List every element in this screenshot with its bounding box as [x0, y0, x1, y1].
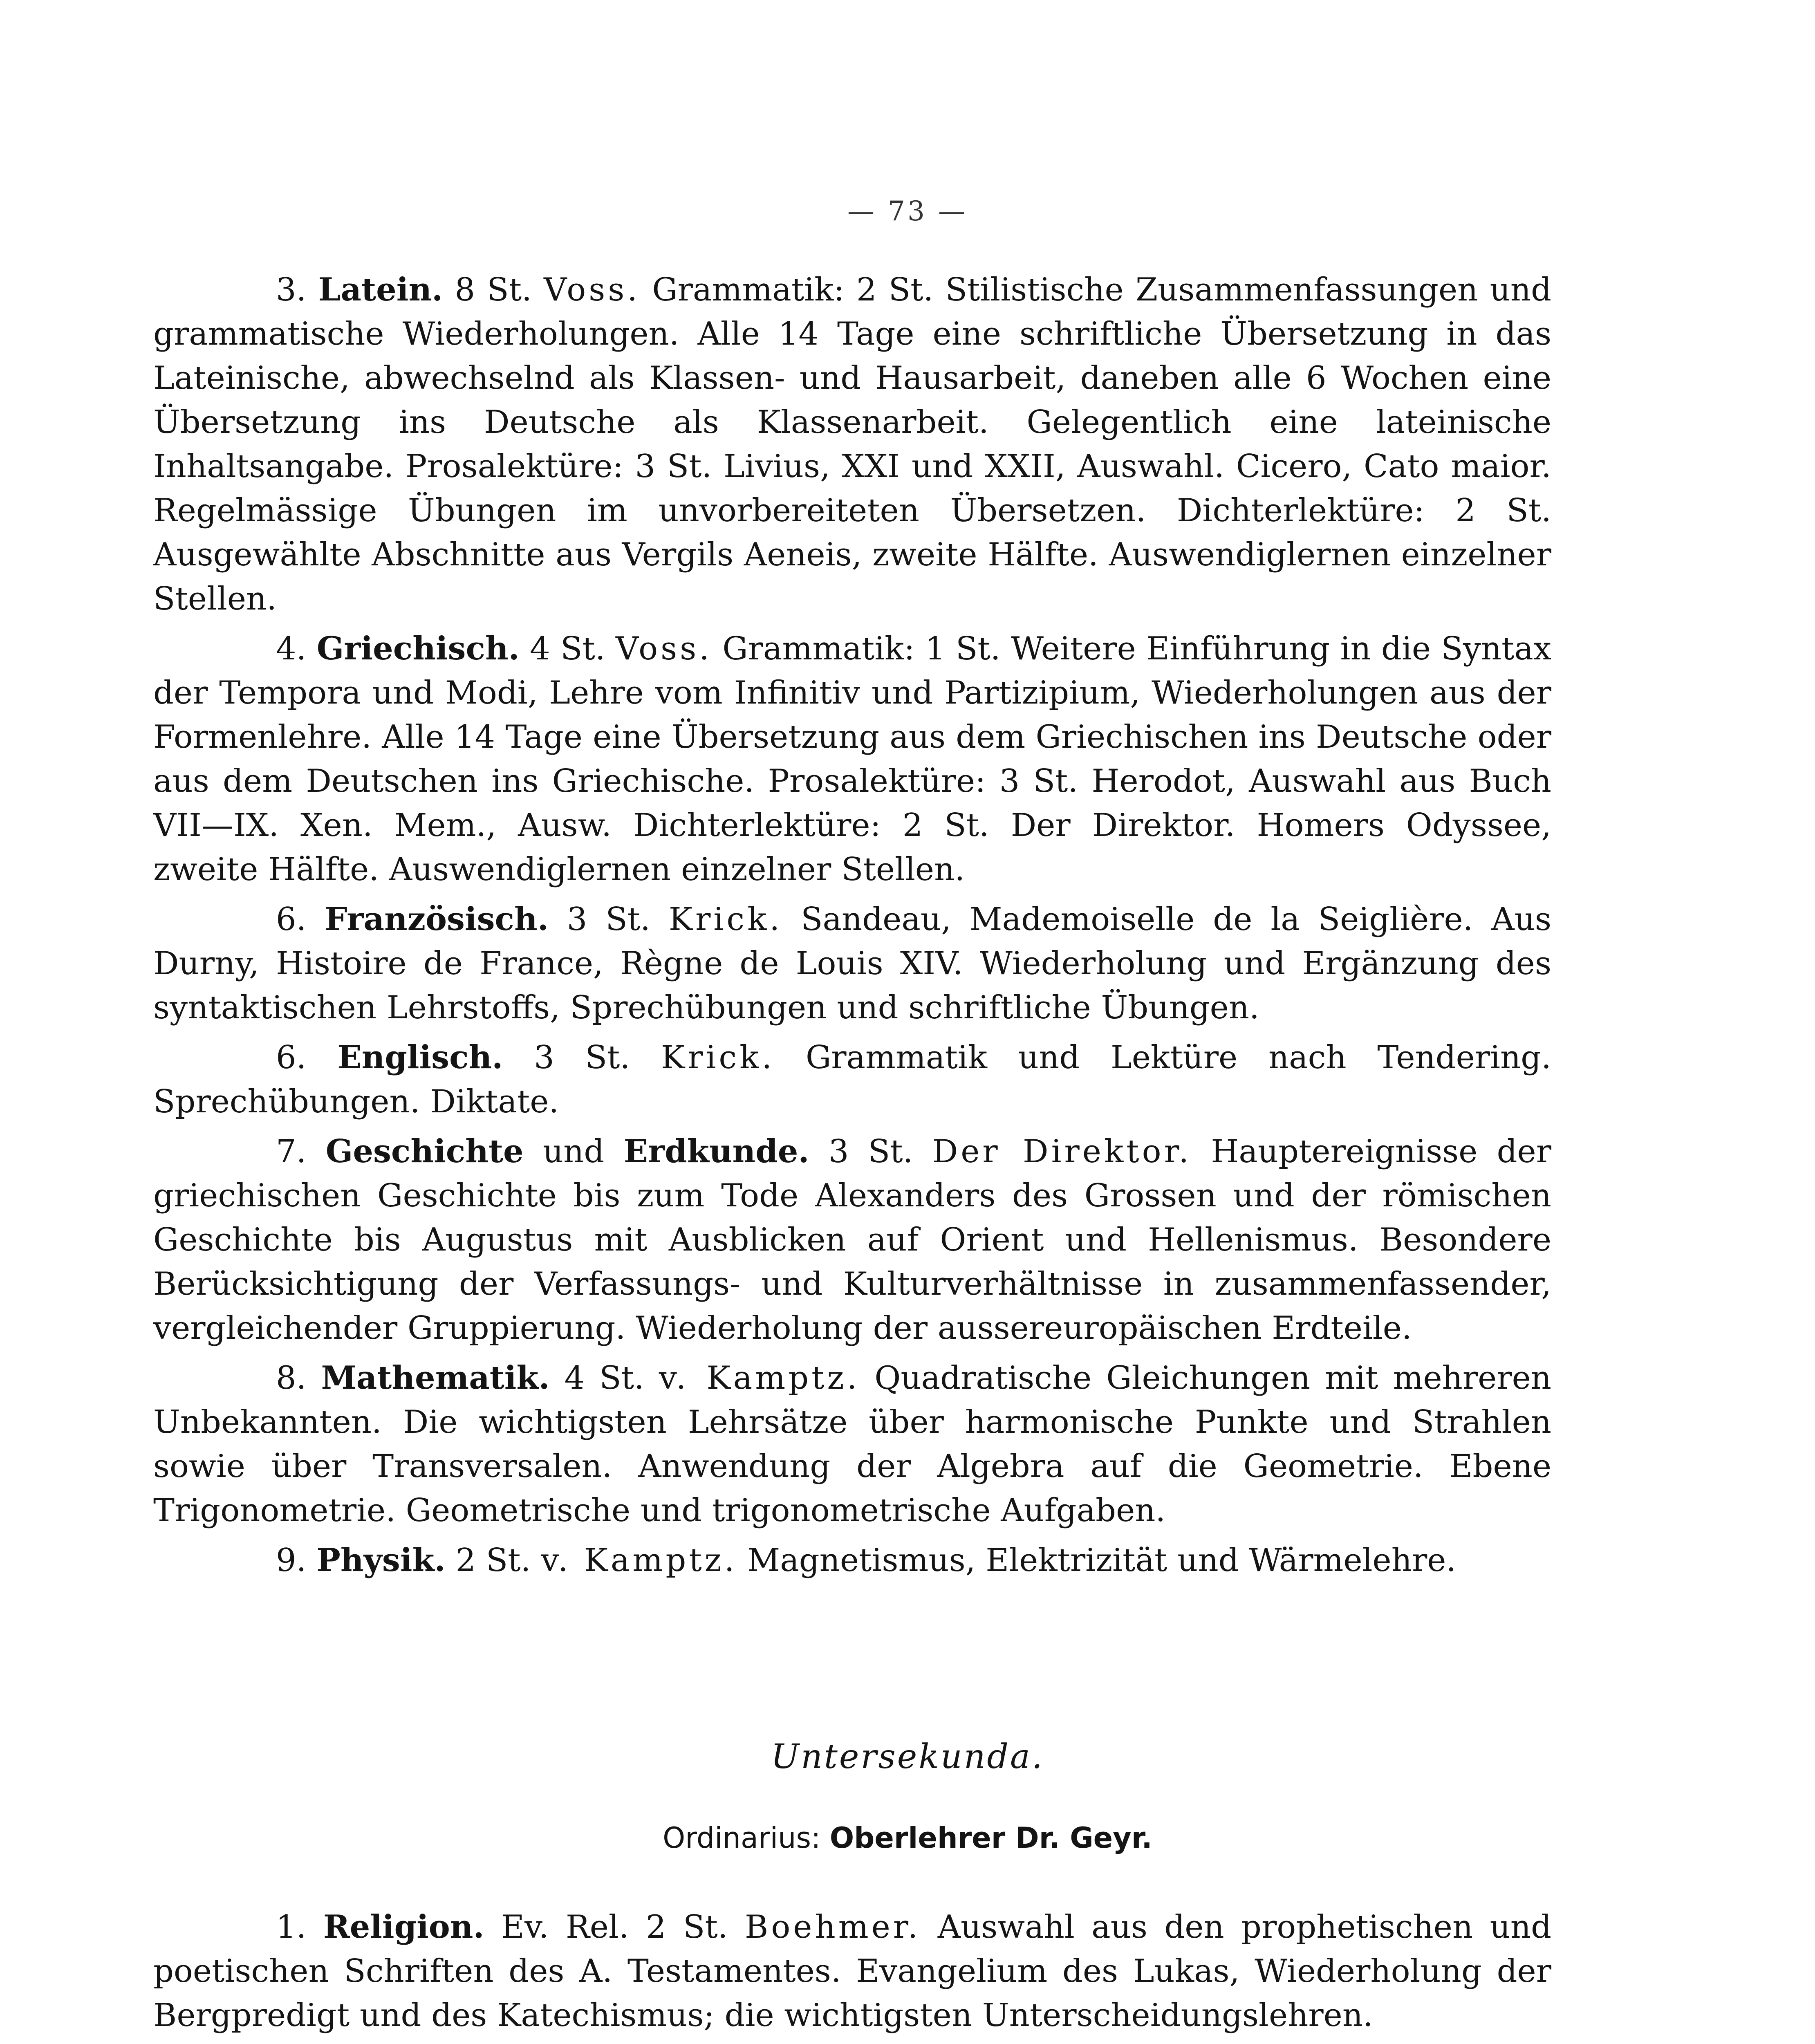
page-number: — 73 —	[847, 195, 968, 227]
section-number: 7.	[276, 1133, 307, 1170]
section-text: Grammatik: 2 St. Stilistische Zusammenfassungen und grammatische Wiederholungen. Alle 14 Tage eine schriftliche Übersetzung in das Lateinische, abwechselnd als Klassen- und Hausarbeit, daneben alle 6 Wochen eine Übersetzung ins Deutsche als Klassenarbeit. Gelegentlich eine lateinische Inhaltsangabe. Prosalektüre: 3 St. Livius, XXI und XXII, Auswahl. Cicero, Cato maior. Regelmässige Übungen im unvorbereiteten Übersetzen. Dichterlektüre: 2 St. Ausgewählte Abschnitte aus Vergils Aeneis, zweite Hälfte. Auswendiglernen einzelner Stellen.	[153, 271, 1551, 617]
section-text: Sandeau, Mademoiselle de la Seiglière. Aus Durny, Histoire de France, Règne de Louis XIV. Wiederholung und Ergänzung des syntaktischen Lehrstoffs, Sprechübungen und schriftliche Übungen.	[153, 901, 1551, 1026]
hours: 3 St.	[828, 1133, 913, 1170]
teacher-name: v. Kamptz.	[541, 1542, 737, 1579]
subject-title: Latein.	[318, 271, 443, 308]
hours: Ev. Rel. 2 St.	[501, 1909, 728, 1945]
teacher-name: Voss.	[544, 271, 641, 308]
ordinarius-label: Ordinarius:	[663, 1821, 821, 1855]
section-franzoesisch	[153, 897, 1551, 1030]
lower-section-body	[153, 1905, 1551, 2044]
subject-title: Griechisch.	[316, 630, 520, 667]
section-text: Quadratische Gleichungen mit mehreren Unbekannten. Die wichtigsten Lehrsätze über harmonische Punkte und Strahlen sowie über Transversalen. Anwendung der Algebra auf die Geometrie. Ebene Trigonometrie. Geometrische und trigonometrische Aufgaben.	[153, 1360, 1552, 1529]
section-number: 6.	[276, 901, 307, 938]
subject-title: Französisch.	[325, 901, 549, 938]
teacher-name: Krick.	[668, 901, 783, 938]
section-mathematik	[153, 1356, 1551, 1533]
hours: 3 St.	[567, 901, 650, 938]
hours: 2 St.	[455, 1542, 531, 1579]
section-physik	[153, 1538, 1551, 1582]
section-text: Auswahl aus den prophetischen und poetischen Schriften des A. Testamentes. Evangelium des Lukas, Wiederholung der Bergpredigt und des Katechismus; die wichtigsten Unterscheidungslehren.	[153, 1909, 1551, 2034]
subject-title: Physik.	[316, 1542, 446, 1579]
subject-title-2: Erdkunde.	[623, 1133, 809, 1170]
teacher-name: v. Kamptz.	[659, 1360, 860, 1396]
subject-joiner: und	[542, 1133, 605, 1170]
section-number: 3.	[276, 271, 307, 308]
section-text: Grammatik und Lektüre nach Tendering. Sprechübungen. Diktate.	[153, 1039, 1552, 1120]
subject-title: Englisch.	[337, 1039, 503, 1076]
hours: 8 St.	[455, 271, 532, 308]
subject-title: Religion.	[323, 1908, 484, 1945]
hours: 4 St.	[530, 630, 605, 667]
class-heading: Untersekunda.	[771, 1737, 1044, 1776]
section-griechisch	[153, 627, 1551, 892]
section-number: 1.	[276, 1909, 307, 1945]
section-text: Grammatik: 1 St. Weitere Einführung in die Syntax der Tempora und Modi, Lehre vom Infinitiv und Partizipium, Wiederholungen aus der Formenlehre. Alle 14 Tage eine Übersetzung aus dem Griechischen ins Deutsche oder aus dem Deutschen ins Griechische. Prosalektüre: 3 St. Herodot, Auswahl aus Buch VII—IX. Xen. Mem., Ausw. Dichterlektüre: 2 St. Der Direktor. Homers Odyssee, zweite Hälfte. Auswendiglernen einzelner Stellen.	[153, 630, 1551, 888]
section-text: Magnetismus, Elektrizität und Wärmelehre.	[747, 1542, 1456, 1579]
teacher-name: Krick.	[661, 1039, 775, 1076]
hours: 3 St.	[534, 1039, 630, 1076]
subject-title: Geschichte	[325, 1133, 524, 1170]
section-englisch	[153, 1035, 1551, 1124]
hours: 4 St.	[564, 1360, 644, 1396]
ordinarius-line	[0, 1821, 1815, 1855]
subject-title: Mathematik.	[321, 1359, 550, 1396]
section-number: 4.	[276, 630, 307, 667]
section-number: 6.	[276, 1039, 307, 1076]
teacher-name: Der Direktor.	[932, 1133, 1192, 1170]
section-religion	[153, 1905, 1551, 2037]
section-number: 8.	[276, 1360, 307, 1396]
teacher-name: Boehmer.	[745, 1909, 921, 1945]
section-number: 9.	[276, 1542, 307, 1579]
teacher-name: Voss.	[616, 630, 712, 667]
section-geschichte	[153, 1130, 1551, 1350]
section-latein	[153, 268, 1551, 621]
upper-section-body	[153, 268, 1551, 1582]
ordinarius-name: Oberlehrer Dr. Geyr.	[829, 1821, 1152, 1855]
section-text: Hauptereignisse der griechischen Geschichte bis zum Tode Alexanders des Grossen und der römischen Geschichte bis Augustus mit Ausblicken auf Orient und Hellenismus. Besondere Berücksichtigung der Verfassungs- und Kulturverhältnisse in zusammenfassender, vergleichender Gruppierung. Wiederholung der aussereuropäischen Erdteile.	[153, 1133, 1551, 1347]
